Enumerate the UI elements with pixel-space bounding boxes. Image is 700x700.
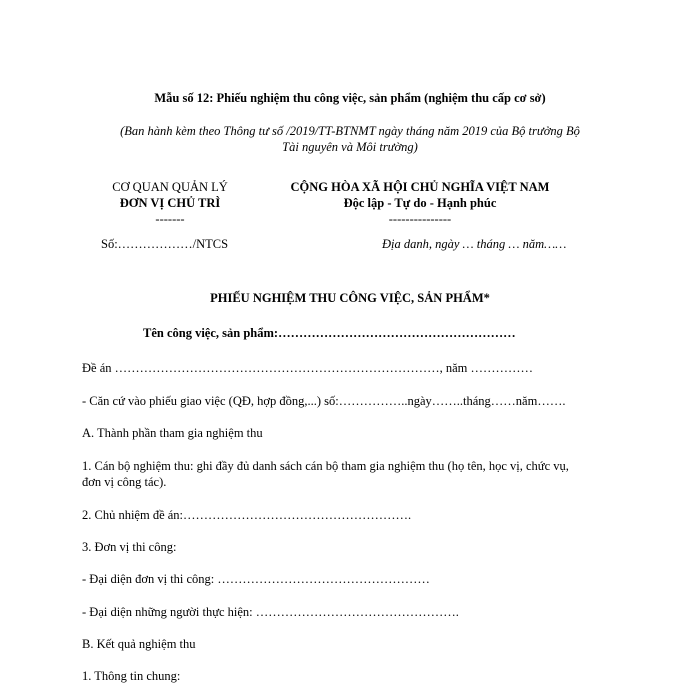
- basis-line: - Căn cứ vào phiếu giao việc (QĐ, hợp đồng,...) số:……………..ngày……..tháng……năm…….: [82, 394, 566, 408]
- form-title: Mẫu số 12: Phiếu nghiệm thu công việc, sản phẩm (nghiệm thu cấp cơ sở): [154, 91, 546, 105]
- project-line: Đề án ……………………………………………………………………, năm ……………: [82, 361, 534, 375]
- document-number: Số:………………/NTCS: [101, 237, 229, 251]
- nation-name: CỘNG HÒA XÃ HỘI CHỦ NGHĨA VIỆT NAM: [290, 180, 550, 194]
- section-a-heading: A. Thành phần tham gia nghiệm thu: [82, 426, 263, 440]
- issuance-note-line1: (Ban hành kèm theo Thông tư số /2019/TT-BTNMT ngày tháng năm 2019 của Bộ trưởng Bộ: [120, 124, 580, 138]
- item-2: 2. Chủ nhiệm đề án:……………………………………………….: [82, 508, 412, 522]
- managing-agency: CƠ QUAN QUẢN LÝ: [112, 180, 228, 194]
- motto: Độc lập - Tự do - Hạnh phúc: [343, 196, 497, 210]
- lead-unit: ĐƠN VỊ CHỦ TRÌ: [119, 196, 221, 210]
- left-separator: -------: [155, 212, 185, 226]
- place-date: Địa danh, ngày … tháng … năm……: [382, 237, 567, 251]
- general-info-heading: 1. Thông tin chung:: [82, 669, 181, 683]
- item-3: 3. Đơn vị thi công:: [82, 540, 177, 554]
- section-b-heading: B. Kết quả nghiệm thu: [82, 637, 196, 651]
- unit-representative: - Đại diện đơn vị thi công: ……………………………………………: [82, 572, 430, 586]
- document-title: PHIẾU NGHIỆM THU CÔNG VIỆC, SẢN PHẨM*: [210, 291, 490, 305]
- issuance-note-line2: Tài nguyên và Môi trường): [282, 140, 418, 154]
- item-1-line1: 1. Cán bộ nghiệm thu: ghi đầy đủ danh sách cán bộ tham gia nghiệm thu (họ tên, học vị, chức vụ,: [82, 459, 569, 473]
- work-name: Tên công việc, sản phẩm:…………………………………………………: [143, 326, 516, 340]
- right-separator: ---------------: [388, 212, 452, 226]
- item-1-line2: đơn vị công tác).: [82, 475, 167, 489]
- performer-representative: - Đại diện những người thực hiện: ………………………………………….: [82, 605, 459, 619]
